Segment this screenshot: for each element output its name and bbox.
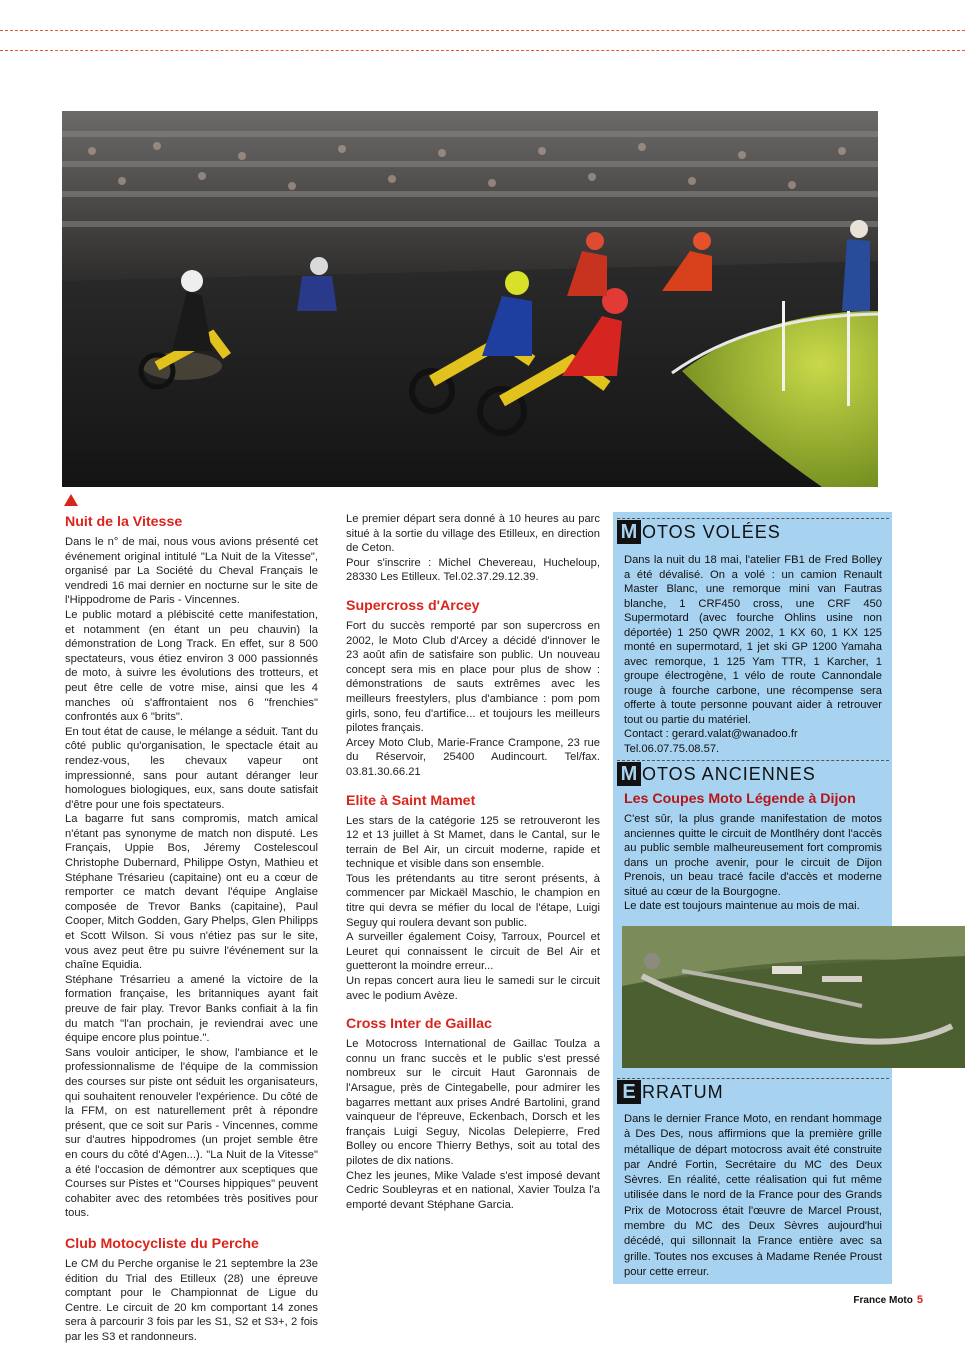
article-paragraph: Le CM du Perche organise le 21 septembre la 23e édition du Trial des Etilleux (28) une épreuve comptant pour le Championnat de Ligue du Centre. Le circuit de 20 km comportant 14 zones sera à parcourir 3 fois par les S1, S2 et S3+, 2 fois par les S3 et randonneurs. xyxy=(65,1257,318,1343)
section-banner xyxy=(617,760,889,786)
motos-anciennes-box xyxy=(617,760,889,914)
sidebar-text xyxy=(617,544,889,756)
article-title: Nuit de la Vitesse xyxy=(65,514,183,530)
article-paragraph: Le public motard a plébiscité cette manifestation, et notamment (en étant un peu chauvin) la démonstration de Long Track. En effet, sur 8 500 spectateurs, vous étiez environ 3 000 passionnés de moto, à suivre les évolutions des trotteurs, et peut être celle de votre mise, ainsi que les 4 manches où s'affrontaient nos 6 "frenchies" confrontés aux 6 "brits". xyxy=(65,608,318,724)
banner-initial: M xyxy=(617,762,641,786)
section-marker-icon xyxy=(64,494,78,506)
article-paragraph: Stéphane Trésarrieu a amené la victoire de la formation française, les britanniques ayant fait preuve de fair play. Trevor Banks confiait à la fin du match "l'an prochain, je reviendrai avec une équipe encore plus pointue.". xyxy=(65,973,318,1045)
page-number: 5 xyxy=(916,1294,923,1306)
article-paragraph: Sans vouloir anticiper, le show, l'ambiance et le professionnalisme de l'équipe de la commission des courses sur piste ont séduit les organisateurs, qui souhaitent renouveler l'expérience. Du côté de la FFM, on est naturellement prêt à répondre présent, que ce soit sur Paris - Vincennes, comme sur d'autres hippodromes (un projet semble être en cours du côté d'Agen...). "La Nuit de la Vitesse" a été l'occasion de démontrer aux sceptiques que Courses sur Pistes et "Courses hippiques" peuvent cohabiter avec des retombées très positives pour tous. xyxy=(65,1046,318,1220)
article-title: Elite à Saint Mamet xyxy=(346,792,476,809)
article-paragraph: Chez les jeunes, Mike Valade s'est imposé devant Cedric Soubleyras et en national, Xavier Toulza l'a emporté devant Stéphane Garcia. xyxy=(346,1169,600,1211)
article-paragraph: Arcey Moto Club, Marie-France Crampone, 23 rue du Réservoir, 25400 Audincourt. Tel/fax. 03.81.30.66.21 xyxy=(346,736,600,778)
sidebar-text xyxy=(617,812,889,914)
banner-title: OTOS VOLÉES xyxy=(642,521,781,542)
column-2 xyxy=(346,512,600,1212)
section-banner xyxy=(617,1078,889,1104)
erratum-box xyxy=(617,1078,889,1280)
magazine-name: France Moto xyxy=(853,1295,913,1306)
sidebar-paragraph: Dans la nuit du 18 mai, l'atelier FB1 de Fred Bolley a été dévalisé. On a volé : un camion Renault Master Blanc, une remorque mini van Fautras blanche, 1 CRF450 cross, une CRF 450 Supermotard (avec fourche Ohlins usine non déportée) 1 250 QWR 2002, 1 KX 60, 1 KX 125 monté en supermotard, 1 jet ski GP 1200 Yamaha avec remorque, 1 125 Yam TTR, 1 Karcher, 1 groupe électrogène, 1 vélo de route Cannondale rouge à fourche carbone, une récompense sera offerte à toute personne pouvant aider à retrouver tout ou partie du matériel. xyxy=(624,554,882,726)
banner-initial: E xyxy=(617,1080,641,1104)
top-dashed-rule xyxy=(0,30,965,31)
article-title: Club Motocycliste du Perche xyxy=(65,1235,259,1252)
article-paragraph: Le Motocross International de Gaillac Toulza a connu un franc succès et le public s'est pressé nombreux sur le circuit Haut Garonnais de l'Arsague, près de Cintegabelle, pour admirer les bagarres mettant aux prises André Bartolini, grand vainqueur de l'épreuve, Eckenbach, Dorsch et les français Luigi Seguy, Nicolas Delepierre, Fred Bolley ou encore Thierry Bethys, soit au total des pilotes de dix nations. xyxy=(346,1038,600,1167)
article-paragraph: A surveiller également Coisy, Tarroux, Pourcel et Leuret qui connaissent le circuit de Bel Air et guetteront la moindre erreur... xyxy=(346,931,600,973)
page-footer xyxy=(853,1294,923,1306)
section-banner xyxy=(617,518,889,544)
column-1 xyxy=(65,514,318,1344)
article-paragraph: Les stars de la catégorie 125 se retrouveront les 12 et 13 juillet à St Mamet, dans le Cantal, sur le terrain de Bel Air, un circuit moderne, rapide et technique et visible dans son ensemble. xyxy=(346,814,600,871)
article-paragraph: Le premier départ sera donné à 10 heures au parc situé à la sortie du village des Etilleux, en direction de Ceton. xyxy=(346,513,600,555)
banner-initial: M xyxy=(617,520,641,544)
article-paragraph: En tout état de cause, le mélange a séduit. Tant du côté public qu'organisation, le spectacle était au rendez-vous, les chevaux vapeur ont impressionné, sans pour autant déranger leur homologues biologiques, eux, sans doute satisfait d'être pour une fois spectateurs. xyxy=(65,725,318,811)
banner-title: OTOS ANCIENNES xyxy=(642,763,816,784)
article-title: Supercross d'Arcey xyxy=(346,597,480,614)
motos-volees-box xyxy=(617,518,889,756)
sidebar-paragraph: C'est sûr, la plus grande manifestation de motos anciennes quitte le circuit de Montlhéry dont l'accès au public semble malheureusement fort compromis dans un proche avenir, pour le circuit de Dijon Prenois, un beau tracé facile d'accès et moderne situé au cœur de la Bourgogne. xyxy=(624,813,882,898)
sidebar-paragraph: Le date est toujours maintenue au mois de mai. xyxy=(624,900,860,912)
article-paragraph: Dans le n° de mai, nous vous avions présenté cet événement original intitulé "La Nuit de la Vitesse", organisé par La Société du Cheval Français le vendredi 16 mai dernier en nocturne sur le site de l'Hippodrome de Paris - Vincennes. xyxy=(65,536,318,607)
long-track-race-photo xyxy=(62,111,878,487)
article-paragraph: Pour s'inscrire : Michel Chevereau, Hucheloup, 28330 Les Etilleux. Tel.02.37.29.12.39. xyxy=(346,556,600,584)
sidebar-text xyxy=(617,1104,889,1280)
article-paragraph: Tous les prétendants au titre seront présents, à commencer par Mickaël Maschio, le champion en titre qui devra se méfier du local de l'étape, Luigi Seguy qui roulera devant son public. xyxy=(346,872,600,929)
top-dashed-rule-2 xyxy=(0,50,965,51)
sidebar-paragraph: Dans le dernier France Moto, en rendant hommage à Des Des, nous affirmions que la première grille métallique de départ motocross avait été construite par André Fortin, Secrétaire du MC des Deux Sèvres. En réalité, cette réalisation qui fut même utilisée dans le nord de la France pour des Grands Prix de Motocross était l'œuvre de Marcel Proust, membre du MC des Deux Sèvres aujourd'hui décédé, qui sillonnait la France entière avec sa grille. Toutes nos excuses à Madame Renée Proust pour cette erreur. xyxy=(624,1113,882,1278)
article-title: Cross Inter de Gaillac xyxy=(346,1016,492,1033)
article-paragraph: Fort du succès remporté par son supercross en 2002, le Moto Club d'Arcey a décidé d'innover le 23 août afin de satisfaire son public. Un nouveau concept sera mis en place pour plus de show : démonstrations de sauts extrêmes avec les meilleurs freestylers, plus d'ambiance : pom pom girls, sono, feu d'artifice... et toujours les meilleurs pilotes français. xyxy=(346,619,600,735)
dijon-circuit-photo xyxy=(622,926,965,1068)
sidebar-paragraph: Contact : gerard.valat@wanadoo.fr xyxy=(624,728,798,740)
sidebar-paragraph: Tel.06.07.75.08.57. xyxy=(624,742,720,755)
sidebar-title: Les Coupes Moto Légende à Dijon xyxy=(624,791,856,807)
article-paragraph: Un repas concert aura lieu le samedi sur le circuit avec le podium Avèze. xyxy=(346,975,600,1002)
article-paragraph: La bagarre fut sans compromis, match amical n'étant pas synonyme de match non disputé. Les Français, Uppie Bos, Jéremy Costelescoul Christophe Dubernard, Philippe Ostyn, Mathieu et Stéphane Trésarieu (capitaine) ont eu a cœur de remporter ce match devant l'équipe Anglaise composée de Trevor Banks (capitaine), Paul Cooper, Mitch Godden, Gary Phelps, Glen Philipps et Scott Wilson. Si vous n'étiez pas sur le site, vous avez peut être pu suivre l'événement sur la chaîne Equidia. xyxy=(65,813,318,972)
banner-title: RRATUM xyxy=(642,1081,724,1102)
